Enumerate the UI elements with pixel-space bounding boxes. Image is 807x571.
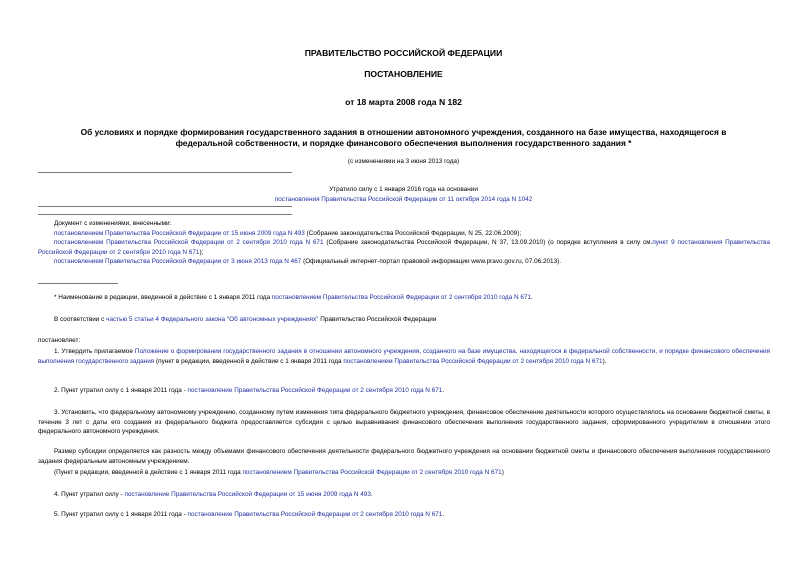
- paragraph-1: 1. Утвердить прилагаемое Положение о формировании государственного задания в отношении автономного учреждения, созданного на базе имущества, находящегося в федеральной собственности, и порядке финансового обеспечения выполнения государственного задания (пункт в редакции, введенной в действие с 1 января 2011 года постановлением Правительства Российской Федерации от 2 сентября 2010 года N 671).: [38, 348, 771, 365]
- amendment-link-467[interactable]: постановлением Правительства Российской Федерации от 3 июня 2013 года N 467: [54, 258, 302, 266]
- paragraph-3-note: (Пункт в редакции, введенной в действие с 1 января 2011 года постановлением Правительства Российской Федерации от 2 сентября 2010 года N 671): [54, 469, 504, 476]
- expired-basis-link[interactable]: постановления Правительства Российской Федерации от 11 октября 2014 года N 1042: [274, 195, 533, 203]
- amended-note: (с изменениями на 3 июня 2013 года): [347, 158, 460, 165]
- title-line-2: федеральной собственности, и порядке финансового обеспечения выполнения государственного задания *: [175, 138, 632, 148]
- document-date-number: от 18 марта 2008 года N 182: [345, 97, 462, 107]
- document-title: [30, 127, 777, 149]
- amendment-link-493[interactable]: постановлением Правительства Российской Федерации от 15 июня 2009 года N 493: [54, 229, 305, 237]
- divider: [38, 206, 292, 207]
- footnote-link[interactable]: постановлением Правительства Российской Федерации от 2 сентября 2010 года N 671: [271, 294, 532, 301]
- paragraph-2-link[interactable]: постановление Правительства Российской Федерации от 2 сентября 2010 года N 671: [187, 387, 443, 394]
- paragraph-3-link[interactable]: постановлением Правительства Российской Федерации от 2 сентября 2010 года N 671: [242, 469, 502, 476]
- government-heading: ПРАВИТЕЛЬСТВО РОССИЙСКОЙ ФЕДЕРАЦИИ: [304, 48, 503, 58]
- paragraph-5: 5. Пункт утратил силу с 1 января 2011 года - постановление Правительства Российской Федерации от 2 сентября 2010 года N 671.: [54, 511, 445, 518]
- amendment-link-671[interactable]: постановлением Правительства Российской Федерации от 2 сентября 2010 года N 671: [54, 239, 324, 247]
- amendment-link-671-item9[interactable]: пункт 9 постановления Правительства Российской Федерации от 2 сентября 2010 года N 671: [38, 239, 771, 256]
- divider: [38, 214, 292, 215]
- autonomous-institutions-law-link[interactable]: частью 5 статьи 4 Федерального закона "Об автономных учреждениях": [106, 316, 319, 323]
- resolves-word: постановляет:: [38, 337, 81, 344]
- footnote-divider: [38, 283, 118, 284]
- title-line-1: Об условиях и порядке формирования государственного задания в отношении автономного учреждения, созданного на базе имущества, находящегося в: [80, 127, 727, 137]
- footnote: * Наименование в редакции, введенной в действие с 1 января 2011 года постановлением Правительства Российской Федерации от 2 сентября 2010 года N 671.: [54, 294, 533, 301]
- regulation-link[interactable]: Положение о формировании государственного задания в отношении автономного учреждения, созданного на базе имущества, находящегося в федеральной собственности, и порядке финансового обеспечения выполнения государственного задания: [38, 348, 771, 365]
- amendment-item: постановлением Правительства Российской Федерации от 3 июня 2013 года N 467 (Официальный интернет-портал правовой информации www.pravo.gov.ru, 07.06.2013).: [54, 258, 562, 266]
- amendment-item: постановлением Правительства Российской Федерации от 15 июня 2009 года N 493 (Собрание законодательства Российской Федерации, N 25, 22.06.2009);: [54, 229, 522, 237]
- paragraph-4-link[interactable]: постановление Правительства Российской Федерации от 15 июня 2009 года N 493: [124, 491, 371, 498]
- preamble: В соответствии с частью 5 статьи 4 Федерального закона "Об автономных учреждениях" Правительство Российской Федерации: [54, 316, 437, 323]
- expired-text: Утратило силу с 1 января 2016 года на основании: [329, 186, 478, 193]
- amendments-intro: Документ с изменениями, внесенными:: [54, 220, 172, 227]
- paragraph-3: 3. Установить, что федеральному автономному учреждению, созданному путем изменения типа федерального бюджетного учреждения, финансовое обеспечение деятельности которого осуществлялось на основании бюджетной сметы, в течение 3 лет с даты его создания из федерального бюджета предоставляется субсидия с целью выравнивания финансового обеспечения выполнения государственного задания, сформированного учредителем в отношении этого федерального автономного учреждения.: [38, 409, 770, 436]
- paragraph-3-subsidy: Размер субсидии определяется как разность между объемами финансового обеспечения деятельности федерального бюджетного учреждения на основании бюджетной сметы и финансового обеспечения выполнения государственного задания федеральным автономным учреждением.: [38, 448, 770, 465]
- document-type-heading: ПОСТАНОВЛЕНИЕ: [364, 69, 443, 79]
- divider: [38, 172, 292, 173]
- paragraph-1-amendment-link[interactable]: постановлением Правительства Российской Федерации от 2 сентября 2010 года N 671: [343, 357, 603, 365]
- paragraph-4: 4. Пункт утратил силу - постановление Правительства Российской Федерации от 15 июня 2009 года N 493.: [54, 491, 373, 498]
- amendment-item: постановлением Правительства Российской Федерации от 2 сентября 2010 года N 671 (Собрание законодательства Российской Федерации, N 37, 13.09.2010) (о порядке вступления в силу см.пункт 9 постановления Правительства Российской Федерации от 2 сентября 2010 года N 671);: [38, 239, 771, 256]
- paragraph-2: 2. Пункт утратил силу с 1 января 2011 года - постановление Правительства Российской Федерации от 2 сентября 2010 года N 671.: [54, 387, 445, 394]
- amendments-block: [38, 219, 770, 267]
- expired-note: [30, 185, 777, 204]
- paragraph-5-link[interactable]: постановление Правительства Российской Федерации от 2 сентября 2010 года N 671: [187, 511, 443, 518]
